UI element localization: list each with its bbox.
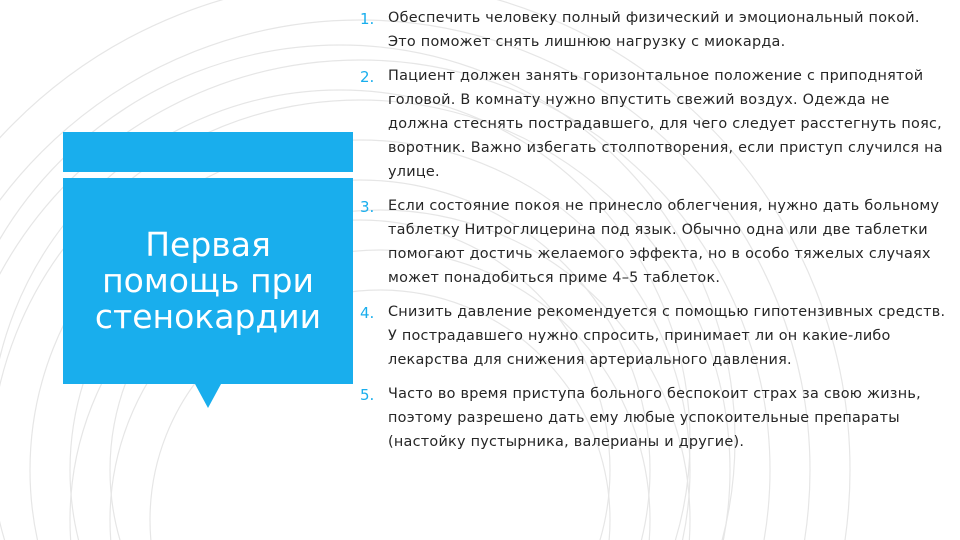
list-item-number: 1. xyxy=(360,10,375,28)
list-item xyxy=(360,64,950,184)
list-item-text: Снизить давление рекомендуется с помощью гипотензивных средств. У пострадавшего нужно спросить, принимает ли он какие-либо лекарства для снижения артериального давления. xyxy=(388,304,946,368)
list-item xyxy=(360,300,950,372)
list-item-number: 4. xyxy=(360,304,375,322)
list-item xyxy=(360,382,950,454)
title-panel xyxy=(63,132,353,384)
list-item-number: 3. xyxy=(360,198,375,216)
slide-title: Первая помощь при стенокардии xyxy=(94,225,322,336)
list-item-text: Если состояние покоя не принесло облегчения, нужно дать больному таблетку Нитроглицерина под язык. Обычно одна или две таблетки помогают достичь желаемого эффекта, но в особо тяжелых случаях может понадобиться приме 4–5 таблеток. xyxy=(388,198,940,286)
first-aid-steps-list xyxy=(360,6,950,464)
list-item-text: Часто во время приступа больного беспокоит страх за свою жизнь, поэтому разрешено дать ему любые успокоительные препараты (настойку пустырника, валерианы и другие). xyxy=(388,386,921,450)
list-item-number: 5. xyxy=(360,386,375,404)
list-item-number: 2. xyxy=(360,68,375,86)
title-block xyxy=(63,178,353,384)
list-item xyxy=(360,194,950,290)
list-item xyxy=(360,6,950,54)
title-pointer xyxy=(195,384,221,408)
list-item-text: Обеспечить человеку полный физический и эмоциональный покой. Это поможет снять лишнюю нагрузку с миокарда. xyxy=(388,10,920,50)
title-accent-bar xyxy=(63,132,353,172)
list-item-text: Пациент должен занять горизонтальное положение с приподнятой головой. В комнату нужно впустить свежий воздух. Одежда не должна стеснять пострадавшего, для чего следует расстегнуть пояс, воротник. Важно избегать столпотворения, если приступ случился на улице. xyxy=(388,68,943,180)
